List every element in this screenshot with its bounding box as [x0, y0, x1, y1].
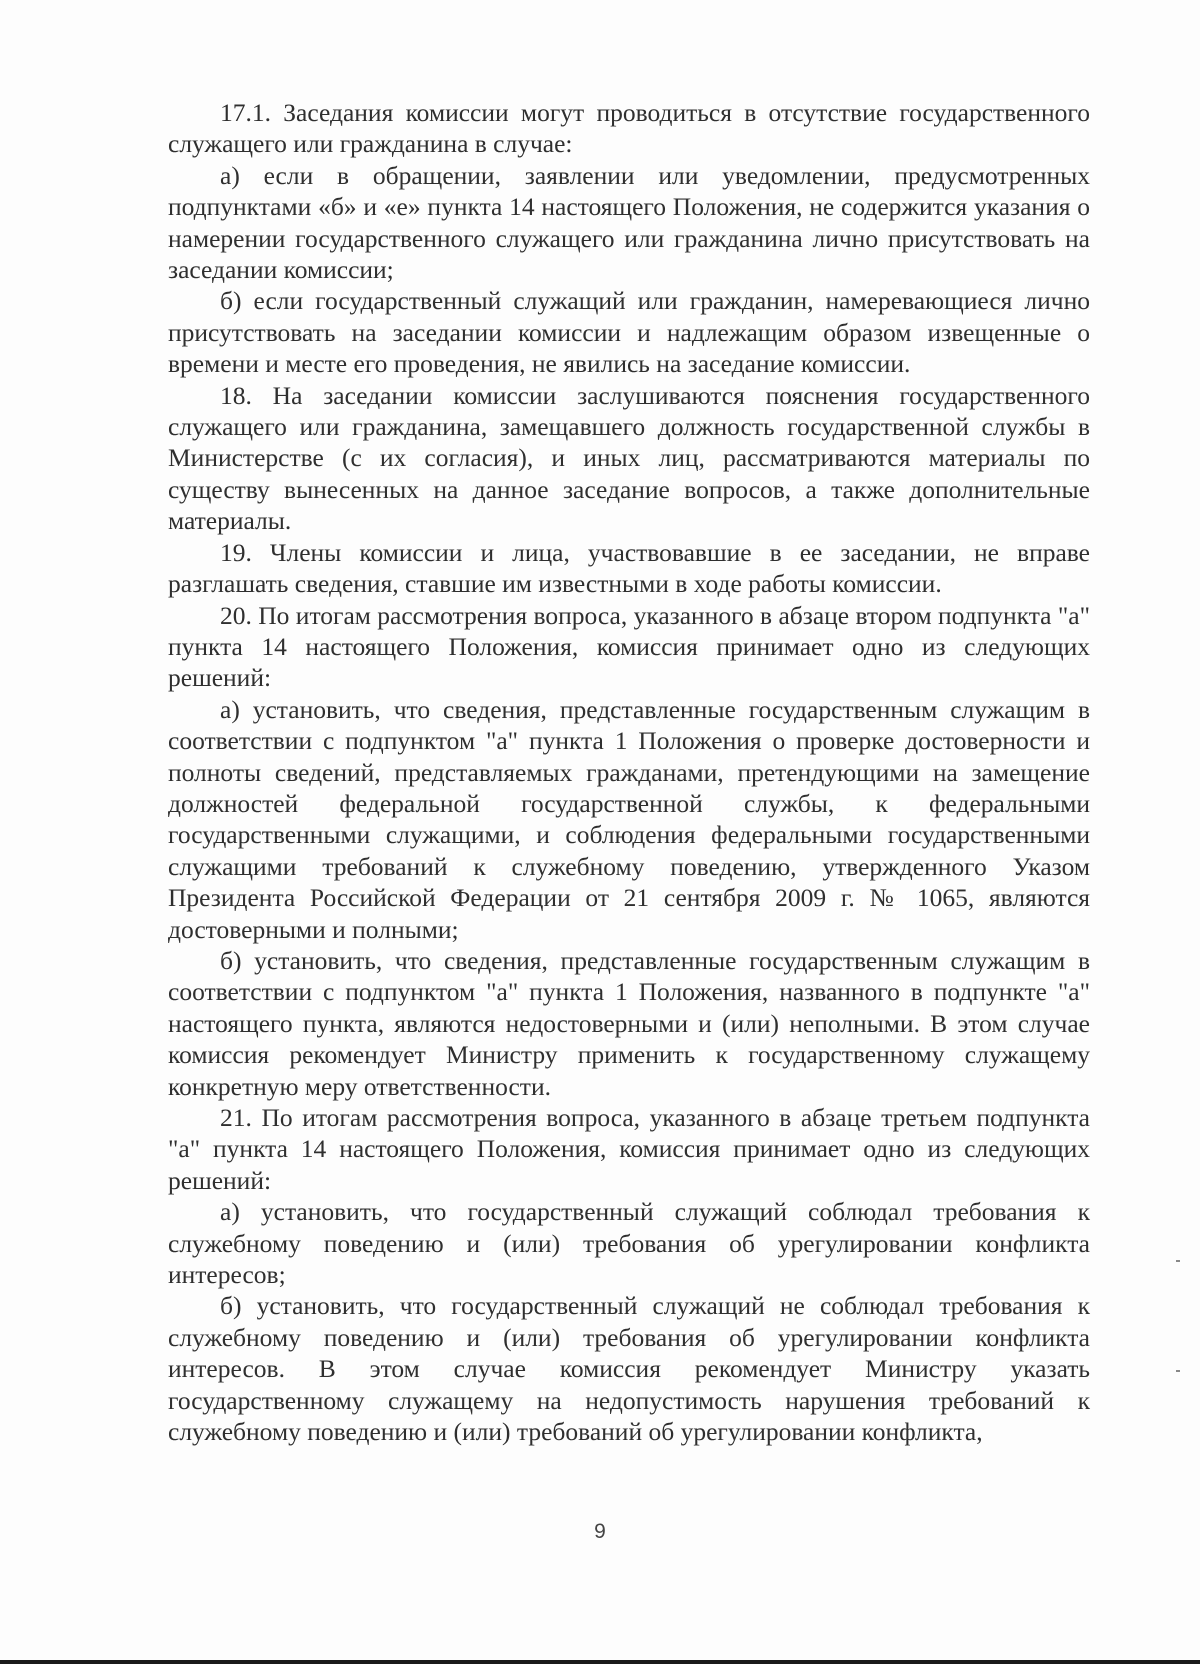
paragraph-21: 21. По итогам рассмотрения вопроса, указанного в абзаце третьем подпункта "а" пункта 14 настоящего Положения, комиссия принимает одно из следующих решений:	[168, 1103, 1090, 1195]
paragraph-17-1: 17.1. Заседания комиссии могут проводиться в отсутствие государственного служащего или гражданина в случае:	[168, 98, 1090, 159]
paragraph-20-a: а) установить, что сведения, представленные государственным служащим в соответствии с подпунктом "а" пункта 1 Положения о проверке достоверности и полноты сведений, представляемых гражданами, претендующими на замещение должностей федеральной государственной службы, к федеральными государственными служащими, и соблюдения федеральными государственными служащими требований к служебному поведению, утвержденного Указом Президента Российской Федерации от 21 сентября 2009 г. № 1065, являются достоверными и полными;	[168, 694, 1090, 944]
document-body	[168, 97, 1090, 1447]
paragraph-18: 18. На заседании комиссии заслушиваются пояснения государственного служащего или гражданина, замещавшего должность государственной службы в Министерстве (с их согласия), и иных лиц, рассматриваются материалы по существу вынесенных на данное заседание вопросов, а также дополнительные материалы.	[168, 380, 1090, 536]
paragraph-17-1-b: б) если государственный служащий или гражданин, намеревающиеся лично присутствовать на заседании комиссии и надлежащим образом извещенные о времени и месте его проведения, не явились на заседание комиссии.	[168, 286, 1090, 379]
scan-edge-line	[0, 1660, 1200, 1664]
scan-speck	[1176, 1260, 1180, 1262]
paragraph-20-b: б) установить, что сведения, представленные государственным служащим в соответствии с подпунктом "а" пункта 1 Положения, названного в подпункте "а" настоящего пункта, являются недостоверными и (или) неполными. В этом случае комиссия рекомендует Министру применить к государственному служащему конкретную меру ответственности.	[168, 945, 1090, 1101]
paragraph-21-a: а) установить, что государственный служащий соблюдал требования к служебному поведению и (или) требования об урегулировании конфликта интересов;	[168, 1197, 1090, 1290]
paragraph-20: 20. По итогам рассмотрения вопроса, указанного в абзаце втором подпункта "а" пункта 14 настоящего Положения, комиссия принимает одно из следующих решений:	[168, 600, 1090, 693]
paragraph-17-1-a: а) если в обращении, заявлении или уведомлении, предусмотренных подпунктами «б» и «е» пункта 14 настоящего Положения, не содержится указания о намерении государственного служащего или гражданина лично присутствовать на заседании комиссии;	[168, 160, 1090, 285]
page-number: 9	[594, 1520, 606, 1543]
scan-speck	[1176, 1370, 1180, 1372]
paragraph-19: 19. Члены комиссии и лица, участвовавшие в ее заседании, не вправе разглашать сведения, ставшие им известными в ходе работы комиссии.	[168, 537, 1090, 599]
paragraph-21-b: б) установить, что государственный служащий не соблюдал требования к служебному поведению и (или) требования об урегулировании конфликта интересов. В этом случае комиссия рекомендует Министру указать государственному служащему на недопустимость нарушения требований к служебному поведению и (или) требований об урегулировании конфликта,	[168, 1291, 1090, 1447]
